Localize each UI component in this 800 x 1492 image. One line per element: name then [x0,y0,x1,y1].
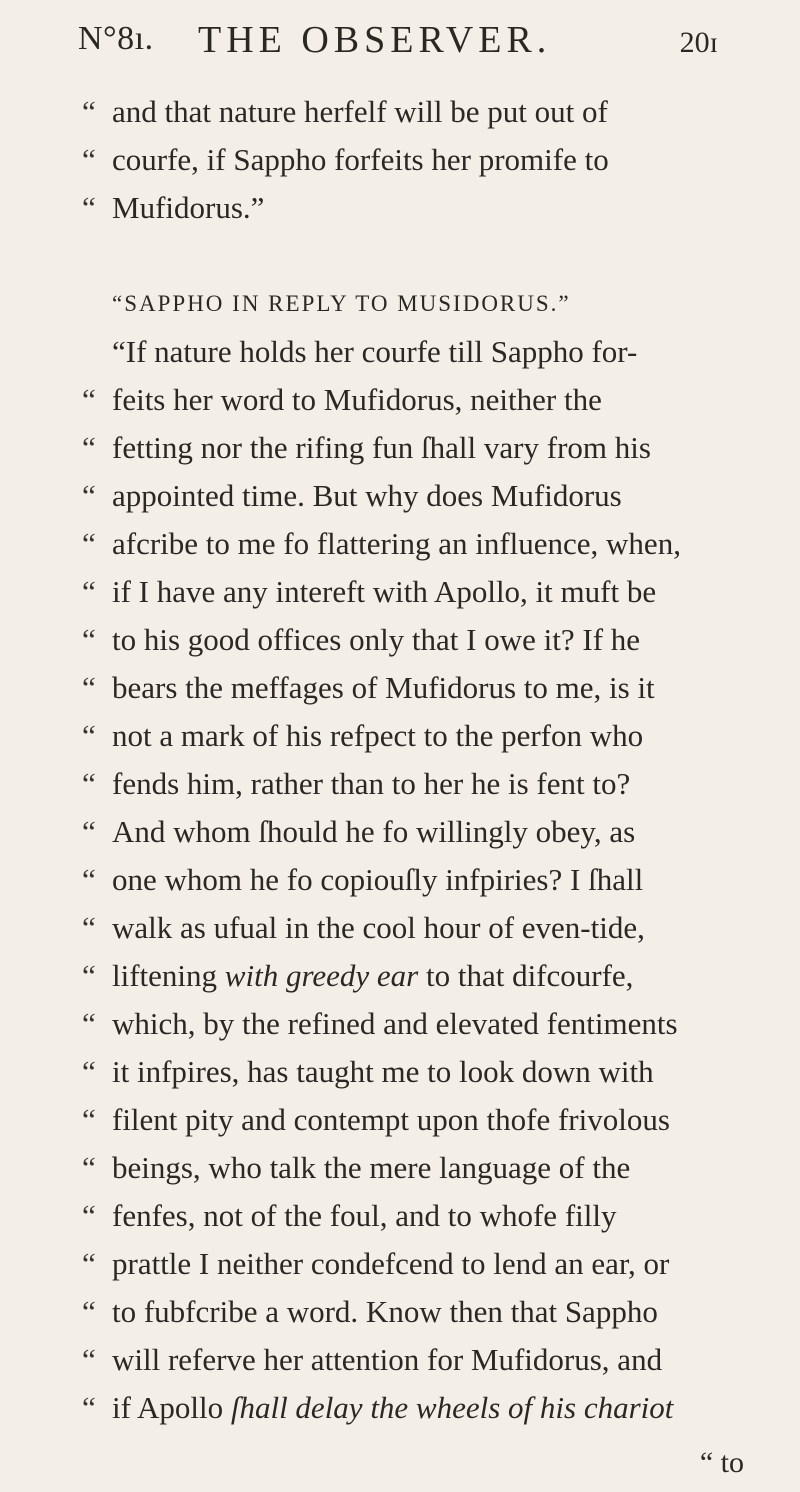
italic-phrase: with greedy ear [224,958,419,993]
page-number: 20ɪ [679,26,718,59]
text-line: “ liftening with greedy ear to that difcourfe, [82,958,634,993]
text-line: “ will referve her attention for Mufidorus, and [82,1342,663,1377]
text-line: “ And whom ſhould he fo willingly obey, as [82,814,636,849]
section-heading: “SAPPHO IN REPLY TO MUSIDORUS.” [112,291,571,316]
text-line: “ fends him, rather than to her he is fent to? [82,766,631,801]
text-line: “ fetting nor the rifing fun ſhall vary from his [82,430,651,465]
text-line: “ afcribe to me fo flattering an influence, when, [82,526,681,561]
text-line: “ if I have any intereft with Apollo, it muft be [82,574,657,609]
text-line: “ Mufidorus.” [82,190,265,225]
text-line: “ walk as ufual in the cool hour of even-tide, [82,910,645,945]
text-line: “ not a mark of his refpect to the perfon who [82,718,644,753]
text-line: “ beings, who talk the mere language of the [82,1150,631,1185]
catchword: “ to [699,1446,744,1479]
text-line: “ it infpires, has taught me to look down with [82,1054,654,1089]
text-line: “ courfe, if Sappho forfeits her promife to [82,142,609,177]
text-line: “ if Apollo ſhall delay the wheels of his chariot [82,1390,674,1425]
text-line: “ to fubfcribe a word. Know then that Sappho [82,1294,658,1329]
text-line: “ appointed time. But why does Mufidorus [82,478,622,513]
text-line: “ which, by the refined and elevated fentiments [82,1006,678,1041]
italic-phrase: ſhall delay the wheels of his chariot [230,1390,674,1425]
text-line: “ filent pity and contempt upon thofe frivolous [82,1102,670,1137]
text-line: “ and that nature herfelf will be put out of [82,94,608,129]
text-line: “ one whom he fo copiouſly infpiries? I ſhall [82,862,644,897]
text-line: “ bears the meffages of Mufidorus to me, is it [82,670,655,705]
text-line: “If nature holds her courfe till Sappho for- [112,334,638,369]
text-line: “ feits her word to Mufidorus, neither the [82,382,602,417]
running-header [78,8,718,68]
issue-number: N°8ı. [78,20,154,57]
text-line: “ prattle I neither condefcend to lend an ear, or [82,1246,670,1281]
running-title: THE OBSERVER. [198,19,552,61]
text-line: “ fenfes, not of the foul, and to whofe filly [82,1198,617,1233]
text-body [82,88,732,1432]
text-line: “ to his good offices only that I owe it? If he [82,622,641,657]
